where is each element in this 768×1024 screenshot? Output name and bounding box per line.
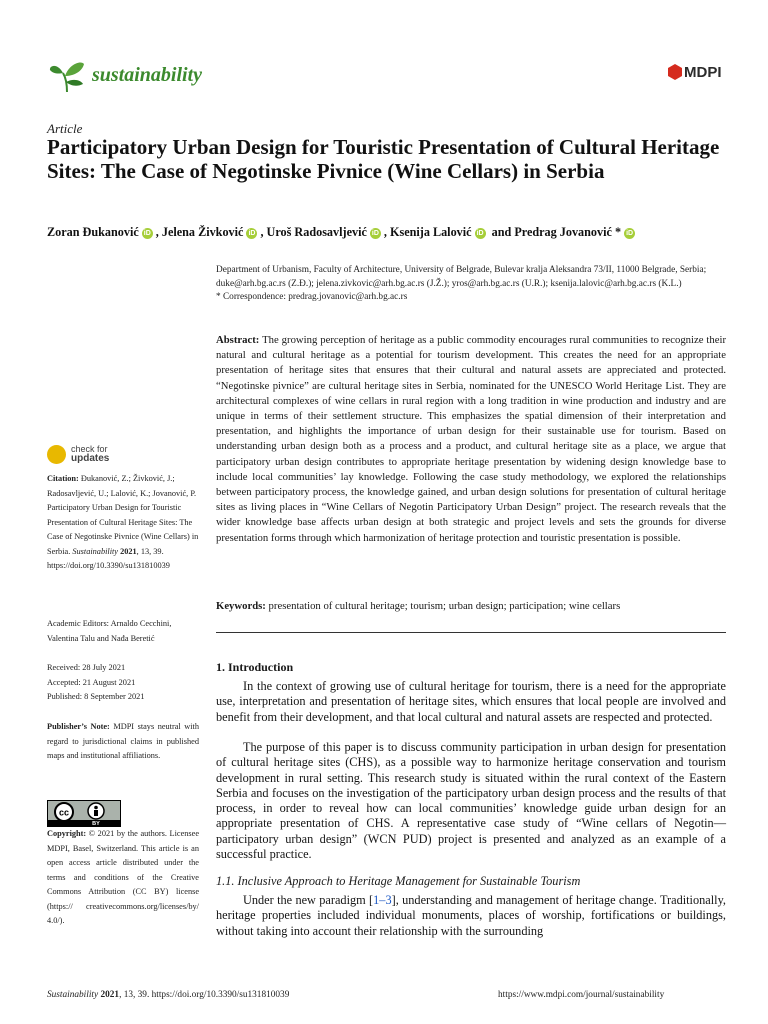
publisher-note-label: Publisher’s Note: [47, 722, 110, 731]
cc-by-license-icon[interactable] [47, 800, 121, 827]
author-name: Uroš Radosavljević [266, 225, 367, 239]
date-accepted: Accepted: 21 August 2021 [47, 677, 136, 687]
copyright-text: © 2021 by the authors. Licensee MDPI, Basel, Switzerland. This article is an open access article distributed under the terms and conditions of the Creative Commons Attribution (CC BY) license (https:// creativecommons.org/licenses/by/ 4.0/). [47, 829, 200, 925]
copyright-label: Copyright: [47, 829, 87, 838]
section-heading: 1. Introduction [216, 660, 294, 674]
orcid-icon[interactable]: iD [626, 230, 634, 237]
check-updates-icon [47, 445, 66, 464]
dates-block [47, 661, 199, 705]
citation-journal: Sustainability [72, 546, 118, 556]
abstract-text: The growing perception of heritage as a public commodity encourages rural communities to recognize their natural and cultural heritage as a potential for tourism development. This creates the need for an appropriate presentation of heritage sites that ensures that their cultural and natural assets are appreciated and protected. “Negotinske pivnice” are cultural heritage sites in Serbia, nominated for the UNESCO World Heritage List. They are architectural complexes of wine cellars in rural region with a long tradition in wine production and industry and are unique in terms of their settlement structure. This emphasizes the spatial dimension of their interpretation and presentation, and highlights the importance of urban design for their sustainable use for tourism. Based on understanding urban design both as a process and a product, and cultural heritage site as a place, we argue that participatory urban design contributes to appropriate heritage presentation by widening design knowledge base to include local communities’ lay knowledge. Following the case study methodology, we explored the relationships between participatory process, the knowledge gained, and urban design solutions for presentation of cultural heritage sites as living places in “Wine Cellars of Negotin Participatory Urban Design” project. The research reveals that the wider knowledge base affects urban design at both strategic and project levels and sets the grounds for diverse presentation forms through which harmonization of heritage protection and touristic presentation is possible. [216, 334, 726, 544]
citation-rest[interactable]: , 13, 39. https://doi.org/10.3390/su131810039 [47, 546, 170, 570]
by-label: BY [92, 821, 100, 827]
citation-link[interactable]: 1–3 [373, 893, 392, 907]
author-name: Zoran Đukanović [47, 225, 139, 239]
orcid-icon[interactable]: iD [476, 230, 484, 237]
abstract [216, 333, 726, 546]
citation-text: Đukanović, Z.; Živković, J.; Radosavljević, U.; Lalović, K.; Jovanović, P. Participatory Urban Design for Touristic Presentation of Cultural Heritage Sites: The Case of Negotinske Pivnice (Wine Cellars) in Serbia. [47, 474, 199, 556]
keywords [216, 599, 726, 614]
affiliation-block [216, 264, 726, 305]
cc-label: cc [58, 807, 70, 818]
affiliation: Department of Urbanism, Faculty of Architecture, University of Belgrade, Bulevar kralja Aleksandra 73/II, 11000 Belgrade, Serbia; duke@arh.bg.ac.rs (Z.Đ.); jelena.zivkovic@arh.bg.ac.rs (J.Ž.); yros@arh.bg.ac.rs (U.R.); ksenija.lalovic@arh.bg.ac.rs (K.L.) [216, 265, 707, 289]
abstract-label: Abstract: [216, 334, 260, 346]
mdpi-hex-icon [668, 64, 682, 80]
correspondence: * Correspondence: predrag.jovanovic@arh.bg.ac.rs [216, 292, 408, 302]
paragraph: The purpose of this paper is to discuss community participation in urban design for presentation of cultural heritage sites (CHS), as a possible way to harmonize heritage conservation and tourism development in rural setting. This research study is situated within the rural context of the Eastern Serbia and focuses on the investigation of the participatory urban design process and the results of that process, in order to reveal how can local communities’ knowledge guide urban design for an appropriate presentation of CHS. A representative case study of “Wine cellars of Negotin—participatory urban design” (WCN PUD) project is presented and analyzed as an example of a successful practice. [216, 740, 726, 862]
date-received: Received: 28 July 2021 [47, 663, 126, 672]
paragraph: Under the new paradigm [1–3], understanding and management of heritage change. Traditionally, heritage properties included individual monuments, places of worship, fortifications or buildings, without taking into account their relationship with the surrounding [216, 893, 726, 938]
mdpi-logo[interactable] [668, 64, 722, 82]
footer-journal-url[interactable]: https://www.mdpi.com/journal/sustainability [498, 990, 665, 1000]
orcid-icon[interactable]: iD [248, 230, 256, 237]
copyright-block [47, 827, 199, 929]
footer-doi-link[interactable]: , 13, 39. https://doi.org/10.3390/su131810039 [119, 990, 290, 1000]
article-type: Article [47, 121, 83, 136]
author-name: Jelena Živković [161, 225, 244, 239]
orcid-icon[interactable]: iD [143, 230, 151, 237]
mdpi-text: MDPI [684, 64, 722, 81]
citation-block [47, 472, 199, 574]
check-for-updates-button[interactable] [47, 443, 127, 467]
orcid-icon[interactable]: iD [371, 230, 379, 237]
keywords-text: presentation of cultural heritage; tourism; urban design; participation; wine cellars [268, 600, 621, 612]
author-name: Predrag Jovanović * [514, 225, 622, 239]
section-divider [216, 632, 726, 633]
publisher-note [47, 720, 199, 764]
author-name: Ksenija Lalović [389, 225, 472, 239]
academic-editors: Academic Editors: Arnaldo Cecchini, Valentina Talu and Nađa Beretić [47, 619, 172, 643]
paragraph: In the context of growing use of cultural heritage for tourism, there is a need for the appropriate use, interpretation and presentation of heritage sites, which ensures that local people are involved and benefit from their development, and that local cultural and natural assets are respected and protected. [216, 679, 726, 724]
journal-leaf-icon [47, 58, 87, 94]
footer-citation: Sustainability 2021, 13, 39. https://doi.org/10.3390/su131810039 [47, 990, 290, 1000]
date-published: Published: 8 September 2021 [47, 692, 145, 701]
article-title: Participatory Urban Design for Touristic Presentation of Cultural Heritage Sites: The Case of Negotinske Pivnice (Wine Cellars) in Serbia [47, 135, 720, 183]
author-list: Zoran Đukanović iD , Jelena Živković iD , Uroš Radosavljević iD , Ksenija Lalović iD and Predrag Jovanović * iD [47, 225, 634, 239]
citation-label: Citation: [47, 474, 79, 483]
citation-year: 2021 [120, 546, 137, 556]
publisher-note-text: MDPI stays neutral with regard to jurisdictional claims in published maps and institutional affiliations. [47, 722, 199, 760]
check-updates-label: check for updates [71, 444, 110, 464]
journal-name[interactable]: sustainability [92, 64, 203, 86]
subsection-heading: 1.1. Inclusive Approach to Heritage Management for Sustainable Tourism [216, 874, 581, 888]
keywords-label: Keywords: [216, 600, 266, 612]
authors-and: and [491, 225, 512, 239]
